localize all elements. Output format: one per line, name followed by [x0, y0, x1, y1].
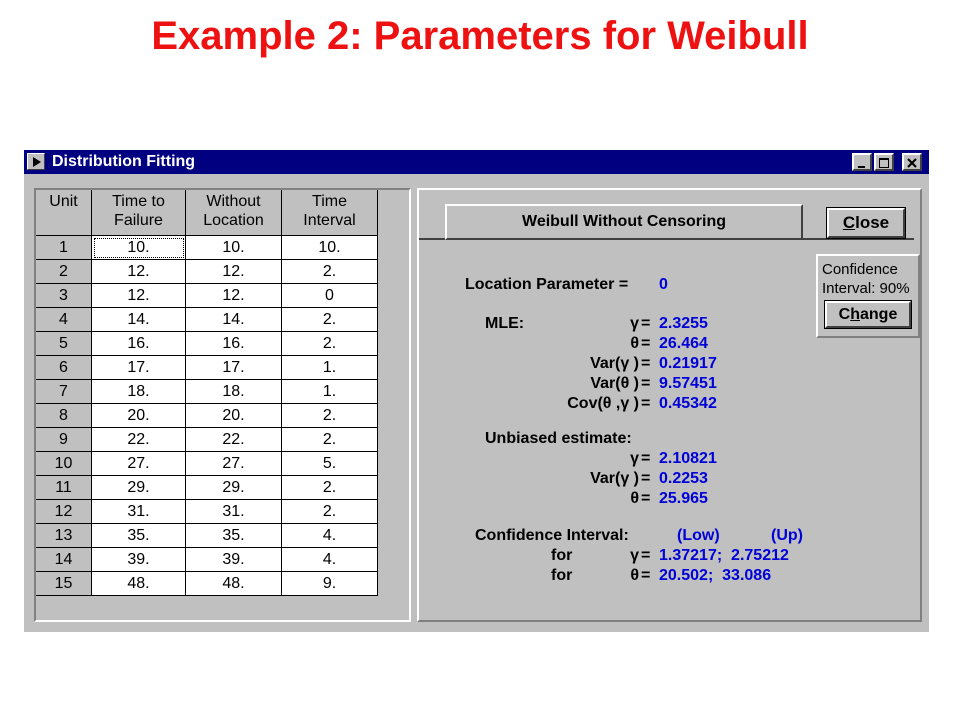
- table-cell[interactable]: 4.: [282, 524, 378, 548]
- unbiased-label: Var(γ ): [590, 470, 639, 487]
- unbiased-label: γ: [630, 450, 639, 467]
- mle-value: 0.45342: [659, 395, 717, 412]
- mle-value: 9.57451: [659, 375, 717, 392]
- table-cell[interactable]: 14.: [186, 308, 282, 332]
- table-cell[interactable]: 1.: [282, 380, 378, 404]
- table-cell[interactable]: 20.: [186, 404, 282, 428]
- location-parameter-label: Location Parameter =: [465, 276, 629, 293]
- row-number: 8: [36, 404, 92, 428]
- table-cell[interactable]: 27.: [186, 452, 282, 476]
- row-number: 2: [36, 260, 92, 284]
- table-cell[interactable]: 48.: [92, 572, 186, 596]
- table-cell[interactable]: 2.: [282, 500, 378, 524]
- table-cell[interactable]: 48.: [186, 572, 282, 596]
- data-table-panel: [34, 188, 411, 622]
- unbiased-label: θ: [630, 490, 639, 507]
- table-cell[interactable]: 27.: [92, 452, 186, 476]
- ci-heading: Confidence Interval:: [475, 527, 629, 544]
- column-header-line2: Location: [203, 212, 264, 229]
- table-cell[interactable]: 31.: [92, 500, 186, 524]
- table-empty-area: [382, 190, 409, 600]
- mle-value: 0.21917: [659, 355, 717, 372]
- ci-low-label: (Low): [677, 527, 720, 544]
- table-cell[interactable]: 2.: [282, 332, 378, 356]
- maximize-button[interactable]: [874, 153, 894, 171]
- window-title: Distribution Fitting: [52, 153, 196, 170]
- ci-up-label: (Up): [771, 527, 803, 544]
- equals-sign: =: [641, 315, 651, 332]
- table-cell[interactable]: 35.: [186, 524, 282, 548]
- row-number: 9: [36, 428, 92, 452]
- table-cell[interactable]: 35.: [92, 524, 186, 548]
- table-cell[interactable]: 5.: [282, 452, 378, 476]
- equals-sign: =: [641, 395, 651, 412]
- table-cell[interactable]: 12.: [186, 260, 282, 284]
- table-cell[interactable]: 4.: [282, 548, 378, 572]
- column-header-line1: Time to: [112, 193, 165, 210]
- table-cell[interactable]: 12.: [92, 260, 186, 284]
- table-cell[interactable]: 22.: [92, 428, 186, 452]
- equals-sign: =: [641, 335, 651, 352]
- minimize-button[interactable]: [852, 153, 872, 171]
- table-cell[interactable]: 10.: [282, 236, 378, 260]
- location-parameter-value: 0: [659, 276, 668, 293]
- results-title: Weibull Without Censoring: [445, 204, 803, 240]
- table-cell[interactable]: 39.: [186, 548, 282, 572]
- row-number: 1: [36, 236, 92, 260]
- equals-sign: =: [641, 490, 651, 507]
- row-number: 6: [36, 356, 92, 380]
- slide-title: Example 2: Parameters for Weibull: [151, 14, 809, 58]
- row-number: 3: [36, 284, 92, 308]
- data-table: [36, 190, 382, 600]
- mle-label: θ: [630, 335, 639, 352]
- row-number: 12: [36, 500, 92, 524]
- table-cell[interactable]: 2.: [282, 308, 378, 332]
- close-button-label-rest: lose: [855, 213, 890, 232]
- table-cell[interactable]: 12.: [92, 284, 186, 308]
- column-header-line1: Without: [206, 193, 261, 210]
- table-cell[interactable]: 0: [282, 284, 378, 308]
- close-window-button[interactable]: [902, 153, 922, 171]
- equals-sign: =: [641, 470, 651, 487]
- table-cell[interactable]: 10.: [92, 236, 186, 260]
- column-header-line1: Unit: [49, 193, 78, 210]
- close-button[interactable]: Close: [827, 208, 905, 238]
- table-cell[interactable]: 29.: [186, 476, 282, 500]
- table-cell[interactable]: 31.: [186, 500, 282, 524]
- equals-sign: =: [641, 450, 651, 467]
- mle-heading: MLE:: [485, 315, 525, 332]
- table-cell[interactable]: 20.: [92, 404, 186, 428]
- table-cell[interactable]: 9.: [282, 572, 378, 596]
- table-cell[interactable]: 18.: [186, 380, 282, 404]
- mle-label: Var(θ ): [590, 375, 639, 392]
- mle-label: Cov(θ ,γ ): [567, 395, 639, 412]
- mle-label: Var(γ ): [590, 355, 639, 372]
- table-cell[interactable]: 2.: [282, 260, 378, 284]
- column-header: [282, 190, 378, 236]
- table-cell[interactable]: 10.: [186, 236, 282, 260]
- column-header-line2: Failure: [114, 212, 163, 229]
- column-header-line2: Interval: [303, 212, 356, 229]
- table-cell[interactable]: 22.: [186, 428, 282, 452]
- row-number: 4: [36, 308, 92, 332]
- confidence-interval-value: Interval: 90%: [822, 280, 910, 297]
- ci-param-label: γ: [630, 547, 639, 564]
- mle-value: 26.464: [659, 335, 708, 352]
- table-cell[interactable]: 1.: [282, 356, 378, 380]
- equals-sign: =: [641, 375, 651, 392]
- table-cell[interactable]: 17.: [92, 356, 186, 380]
- row-number: 15: [36, 572, 92, 596]
- ci-value: 20.502; 33.086: [659, 567, 772, 584]
- window-titlebar[interactable]: [24, 150, 929, 174]
- table-cell[interactable]: 17.: [186, 356, 282, 380]
- column-header: [36, 190, 92, 236]
- table-cell[interactable]: 16.: [92, 332, 186, 356]
- row-number: 11: [36, 476, 92, 500]
- row-number: 10: [36, 452, 92, 476]
- confidence-box: [816, 254, 920, 338]
- unbiased-value: 2.10821: [659, 450, 717, 467]
- ci-for-label: for: [551, 567, 573, 584]
- table-cell[interactable]: 14.: [92, 308, 186, 332]
- row-number: 7: [36, 380, 92, 404]
- equals-sign: =: [641, 355, 651, 372]
- mle-label: γ: [630, 315, 639, 332]
- system-menu-icon[interactable]: [27, 153, 45, 170]
- table-cell[interactable]: 12.: [186, 284, 282, 308]
- equals-sign: =: [641, 567, 651, 584]
- row-number: 14: [36, 548, 92, 572]
- ci-value: 1.37217; 2.75212: [659, 547, 789, 564]
- table-cell[interactable]: 18.: [92, 380, 186, 404]
- column-header: [186, 190, 282, 236]
- ci-param-label: θ: [630, 567, 639, 584]
- column-header-line1: Time: [312, 193, 347, 210]
- change-button[interactable]: Change: [825, 301, 911, 328]
- table-cell[interactable]: 29.: [92, 476, 186, 500]
- distribution-fitting-window: [24, 150, 929, 632]
- unbiased-value: 0.2253: [659, 470, 708, 487]
- table-cell[interactable]: 2.: [282, 476, 378, 500]
- table-cell[interactable]: 16.: [186, 332, 282, 356]
- equals-sign: =: [641, 547, 651, 564]
- results-panel: [417, 188, 922, 622]
- row-number: 13: [36, 524, 92, 548]
- table-cell[interactable]: 2.: [282, 428, 378, 452]
- ci-for-label: for: [551, 547, 573, 564]
- mle-value: 2.3255: [659, 315, 708, 332]
- unbiased-heading: Unbiased estimate:: [485, 430, 632, 447]
- column-header: [92, 190, 186, 236]
- table-cell[interactable]: 39.: [92, 548, 186, 572]
- row-number: 5: [36, 332, 92, 356]
- unbiased-value: 25.965: [659, 490, 708, 507]
- confidence-label: Confidence: [822, 261, 898, 278]
- table-cell[interactable]: 2.: [282, 404, 378, 428]
